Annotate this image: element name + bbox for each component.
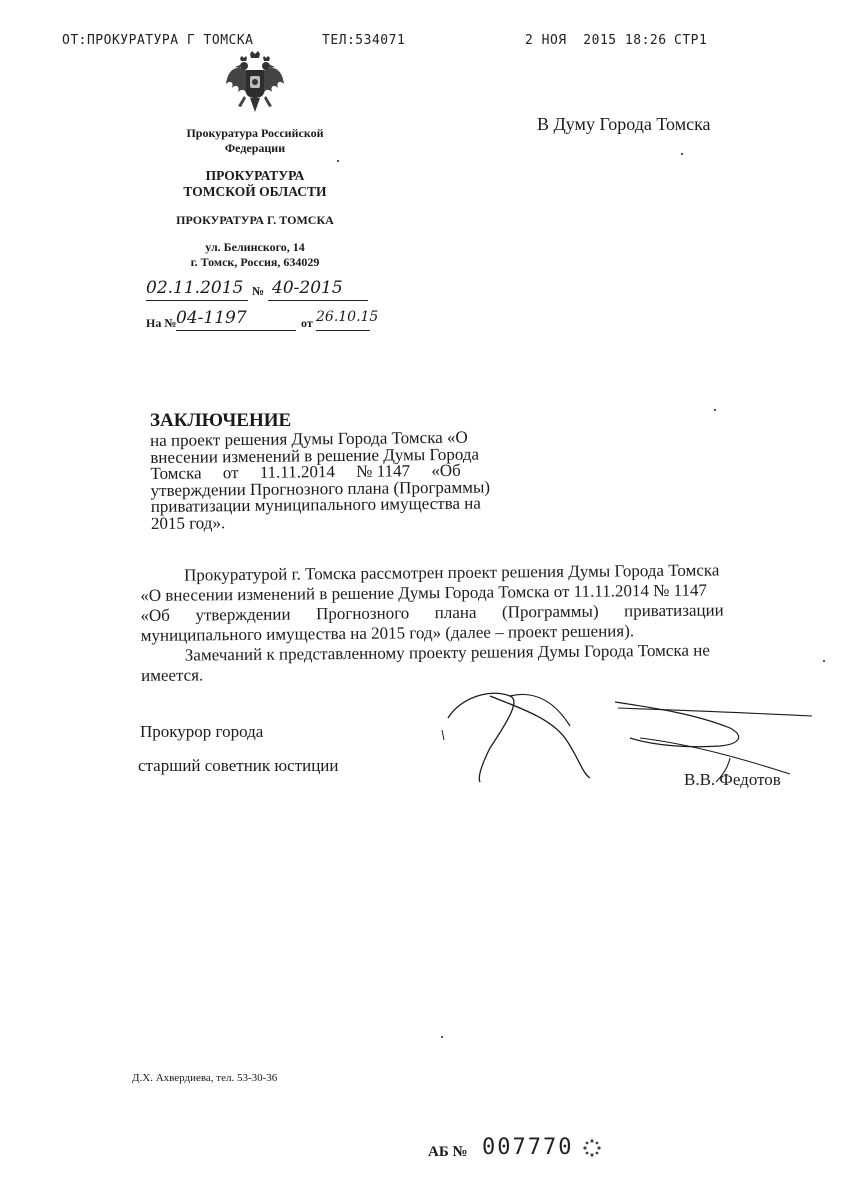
paragraph-1-line: «О внесении изменений в решение Думы Города Томска от 11.11.2014 № 1147 — [140, 580, 708, 605]
conclusion-line: утверждении Прогнозного плана (Программы) — [150, 476, 491, 500]
address-line-1: ул. Белинского, 14 — [205, 240, 305, 254]
conclusion-line: на проект решения Думы Города Томска «О — [149, 427, 468, 450]
ref-date-label: от — [301, 316, 313, 330]
conclusion-line: приватизации муниципального имущества на — [150, 493, 481, 516]
paragraph-1-line: муниципального имущества на 2015 год» (далее – проект решения). — [140, 621, 635, 645]
org-line-1: Прокуратура Российской — [186, 126, 324, 140]
handwritten-signature — [440, 678, 815, 798]
scan-speck — [823, 660, 825, 662]
region-line-1: ПРОКУРАТУРА — [205, 168, 305, 183]
emblem-icon — [224, 50, 286, 118]
scan-speck — [337, 160, 339, 162]
fax-from: ОТ:ПРОКУРАТУРА Г ТОМСКА — [62, 33, 254, 48]
conclusion-subject — [150, 429, 523, 532]
ref-date-field — [316, 308, 379, 331]
ref-number-label: На № — [146, 316, 177, 330]
signer-title-1: Прокурор города — [140, 722, 264, 741]
fax-datetime: 2 НОЯ 2015 18:26 — [525, 33, 667, 48]
recipient: В Думу Города Томска — [537, 114, 711, 134]
letterhead-city-office: ПРОКУРАТУРА Г. ТОМСКА — [176, 213, 334, 227]
scan-speck — [681, 153, 683, 155]
paragraph-2-line: Замечаний к представленному проекту решения Думы Города Томска не — [184, 640, 710, 665]
paragraph-2-line: имеется. — [140, 665, 204, 685]
ref-number-value: 04-1197 — [176, 308, 247, 328]
letterhead-org — [150, 126, 360, 156]
serial-number: 007770 — [482, 1135, 574, 1160]
signer-name: В.В. Федотов — [684, 770, 781, 789]
address-line-2: г. Томск, Россия, 634029 — [190, 255, 320, 269]
reg-number-field — [268, 278, 368, 301]
reg-number-label: № — [252, 284, 265, 298]
conclusion-line: Томска от 11.11.2014 № 1147 «Об — [150, 460, 461, 483]
fax-page: СТР1 — [674, 33, 708, 48]
reg-date-field — [146, 278, 248, 301]
conclusion-title: ЗАКЛЮЧЕНИЕ — [150, 410, 292, 431]
fax-phone: ТЕЛ:534071 — [322, 33, 406, 48]
body-text — [140, 560, 806, 686]
reg-number-value: 40-2015 — [272, 278, 343, 298]
paragraph-1-line: Прокуратурой г. Томска рассмотрен проект решения Думы Города Томска — [183, 560, 720, 585]
ref-number-field — [176, 308, 296, 331]
letterhead-address — [150, 240, 360, 270]
serial-label: АБ № — [428, 1144, 468, 1160]
paragraph-1-line: «Об утверждении Прогнозного плана (Программы) приватизации — [140, 600, 724, 625]
executor-info: Д.Х. Ахвердиева, тел. 53-30-36 — [132, 1072, 278, 1084]
org-line-2: Федерации — [224, 141, 286, 155]
ref-date-value: 26.10.15 — [316, 309, 379, 325]
scan-speck — [714, 409, 716, 411]
reg-date-value: 02.11.2015 — [146, 278, 244, 298]
signer-title-2: старший советник юстиции — [138, 756, 339, 775]
conclusion-line: внесении изменений в решение Думы Города — [150, 444, 480, 467]
scan-speck — [441, 1036, 443, 1038]
star-ornament-icon — [582, 1138, 602, 1158]
region-line-2: ТОМСКОЙ ОБЛАСТИ — [183, 184, 327, 199]
letterhead-region — [150, 168, 360, 200]
conclusion-line: 2015 год». — [150, 512, 226, 533]
